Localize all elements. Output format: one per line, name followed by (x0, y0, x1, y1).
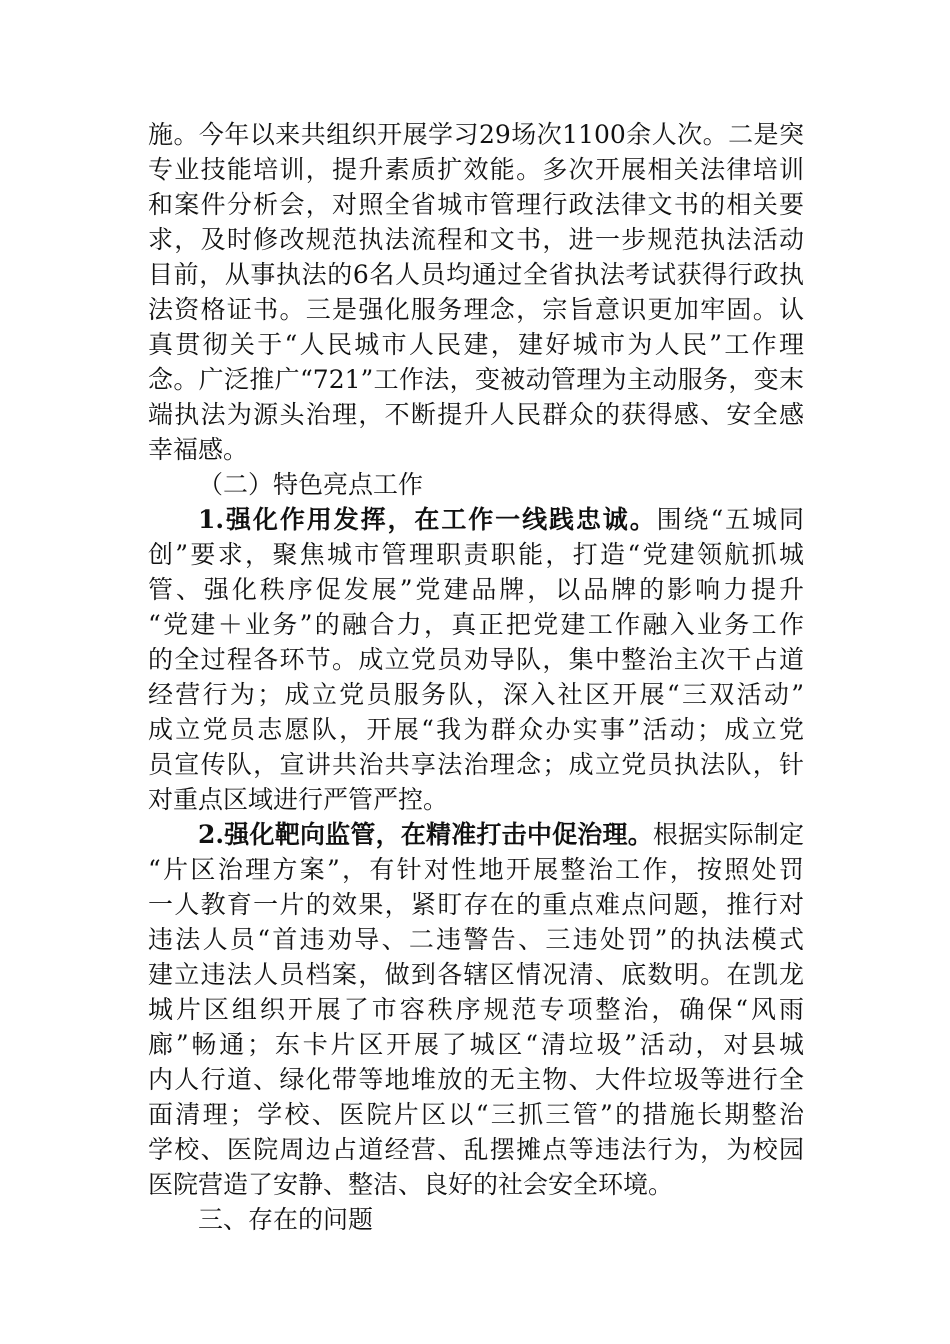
paragraph-first-line (198, 817, 804, 853)
body-text-line: 幸福感。 (148, 435, 249, 464)
paragraph-text: 围绕“五城同 (656, 505, 804, 534)
body-text-line: 端执法为源头治理，不断提升人民群众的获得感、安全感 (148, 400, 804, 429)
section-heading: 三、存在的问题 (198, 1205, 374, 1234)
section-heading: （二）特色亮点工作 (198, 470, 424, 499)
body-text-line: 念。广泛推广“721”工作法，变被动管理为主动服务，变末 (148, 365, 804, 394)
body-text-line: 学校、医院周边占道经营、乱摆摊点等违法行为，为校园 (148, 1135, 804, 1164)
body-text-line: 创”要求，聚焦城市管理职责职能，打造“党建领航抓城 (148, 540, 804, 569)
body-text-line: 成立党员志愿队，开展“我为群众办实事”活动；成立党 (148, 715, 804, 744)
paragraph-first-line (198, 502, 804, 538)
body-text-line: 医院营造了安静、整洁、良好的社会安全环境。 (148, 1170, 674, 1199)
body-text-line: 内人行道、绿化带等地堆放的无主物、大件垃圾等进行全 (148, 1065, 804, 1094)
body-text-line: 违法人员“首违劝导、二违警告、三违处罚”的执法模式 (148, 925, 804, 954)
paragraph-lead-heading: 2.强化靶向监管，在精准打击中促治理。 (198, 820, 653, 849)
body-text-line: 管、强化秩序促发展”党建品牌，以品牌的影响力提升 (148, 575, 804, 604)
body-text-line: 目前，从事执法的6名人员均通过全省执法考试获得行政执 (148, 260, 804, 289)
paragraph-text: 根据实际制定 (652, 820, 804, 849)
body-text-line: “党建＋业务”的融合力，真正把党建工作融入业务工作 (148, 610, 804, 639)
paragraph-lead-heading: 1.强化作用发挥，在工作一线践忠诚。 (198, 505, 657, 534)
body-text-line: 廊”畅通；东卡片区开展了城区“清垃圾”活动，对县城 (148, 1030, 804, 1059)
body-text-line: 城片区组织开展了市容秩序规范专项整治，确保“风雨 (148, 995, 804, 1024)
body-text-line: 和案件分析会，对照全省城市管理行政法律文书的相关要 (148, 190, 804, 219)
body-text-line: 法资格证书。三是强化服务理念，宗旨意识更加牢固。认 (148, 295, 804, 324)
body-text-line: 一人教育一片的效果，紧盯存在的重点难点问题，推行对 (148, 890, 804, 919)
body-text-line: 员宣传队，宣讲共治共享法治理念；成立党员执法队，针 (148, 750, 804, 779)
body-text-line: 施。今年以来共组织开展学习29场次1100余人次。二是突 (148, 120, 804, 149)
body-text-line: 求，及时修改规范执法流程和文书，进一步规范执法活动 (148, 225, 804, 254)
body-text-line: 对重点区域进行严管严控。 (148, 785, 449, 814)
body-text-line: 专业技能培训，提升素质扩效能。多次开展相关法律培训 (148, 155, 804, 184)
body-text-line: 的全过程各环节。成立党员劝导队，集中整治主次干占道 (148, 645, 804, 674)
body-text-line: 真贯彻关于“人民城市人民建，建好城市为人民”工作理 (148, 330, 804, 359)
body-text-line: “片区治理方案”，有针对性地开展整治工作，按照处罚 (148, 855, 804, 884)
body-text-line: 经营行为；成立党员服务队，深入社区开展“三双活动” (148, 680, 804, 709)
body-text-line: 面清理；学校、医院片区以“三抓三管”的措施长期整治 (148, 1100, 804, 1129)
body-text-line: 建立违法人员档案，做到各辖区情况清、底数明。在凯龙 (148, 960, 804, 989)
